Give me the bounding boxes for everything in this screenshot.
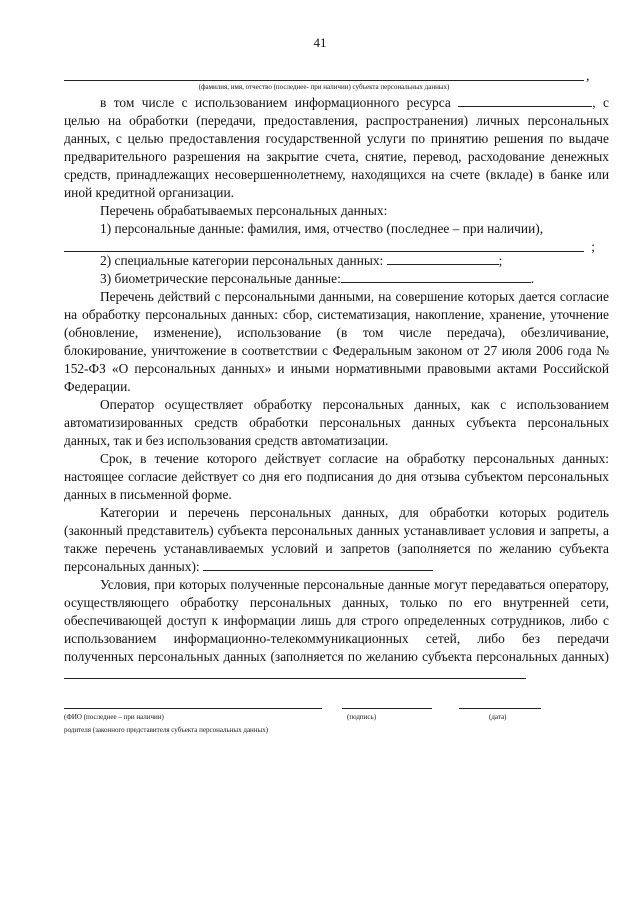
subject-name-comma: , bbox=[586, 69, 590, 84]
paragraph-term: Срок, в течение которого действует согласие на обработку персональных данных: настоящее согласие действует со дня его подписания до дня отзыва субъектом персональных данных в письменной форме. bbox=[64, 451, 609, 502]
paragraph-operator: Оператор осуществляет обработку персональных данных, как с использованием автоматизированных средств обработки персональных данных субъекта персональных данных, так и без использования средств автоматизации. bbox=[64, 397, 609, 448]
conditions-blank bbox=[64, 667, 526, 679]
paragraph-purpose bbox=[64, 94, 609, 202]
date-caption: (дата) bbox=[489, 713, 507, 721]
signature-caption: (подпись) bbox=[347, 713, 377, 721]
list-item-2-blank bbox=[387, 253, 499, 265]
info-resource-blank bbox=[458, 95, 592, 107]
purpose-text: с целью на обработки (передачи, предоставления, распространения) личных персональных данных, с целью предоставления государственной услуги по принятию решения по выдаче предварительного разрешения на закрытие счета, снятие, перевод, расходование денежных средств, принадлежащих несовершеннолетнему, находящихся на счете (вкладе) в банке или иной кредитной организации. bbox=[64, 95, 609, 200]
fio-caption-2: родителя (законного представителя субъекта персональных данных) bbox=[64, 726, 269, 734]
categories-blank bbox=[203, 559, 433, 571]
list-item-2 bbox=[64, 252, 609, 270]
list-item-3-text: 3) биометрические персональные данные: bbox=[100, 271, 341, 286]
list-item-2-end: ; bbox=[498, 253, 503, 268]
list-item-1-blank bbox=[64, 238, 584, 252]
document-body bbox=[64, 94, 609, 684]
list-item-3-blank bbox=[341, 271, 531, 283]
list-item-3-end: . bbox=[530, 271, 535, 286]
signature-line bbox=[342, 708, 432, 709]
info-resource-comma: , bbox=[592, 95, 596, 110]
paragraph-conditions bbox=[64, 576, 609, 684]
page-number: 41 bbox=[313, 35, 327, 50]
categories-text: Категории и перечень персональных данных, для обработки которых родитель (законный представитель) субъекта персональных данных устанавливает условия и запреты, а также перечень устанавливаемых условий и запретов (заполняется по желанию субъекта персональных данных): bbox=[64, 505, 609, 574]
date-line bbox=[459, 708, 541, 709]
subject-name-caption: (фамилия, имя, отчество (последнее- при наличии) субъекта персональных данных) bbox=[198, 83, 450, 91]
list-item-1-text: 1) персональные данные: фамилия, имя, отчество (последнее – при наличии), bbox=[100, 221, 544, 236]
list-item-3 bbox=[64, 270, 609, 288]
list-item-2-text: 2) специальные категории персональных данных: bbox=[100, 253, 384, 268]
paragraph-categories bbox=[64, 504, 609, 576]
list-title: Перечень обрабатываемых персональных данных: bbox=[100, 203, 388, 218]
list-item-1-end: ; bbox=[591, 239, 595, 254]
conditions-text: Условия, при которых полученные персональные данные могут передаваться оператору, осуществляющего обработку персональных данных, только по его внутренней сети, обеспечивающей доступ к информации лишь для строго определенных сотрудников, либо с использованием информационно-телекоммуникационных сетей, либо без передачи полученных персональных данных (заполняется по желанию субъекта персональных данных) bbox=[64, 577, 609, 664]
list-item-1 bbox=[64, 220, 609, 238]
list-item-1-blank-row bbox=[64, 238, 609, 252]
subject-name-line bbox=[64, 80, 584, 81]
fio-line bbox=[64, 708, 322, 709]
purpose-lead: в том числе с использованием информационного ресурса bbox=[100, 95, 451, 110]
fio-caption: (ФИО (последнее – при наличии) bbox=[64, 713, 164, 721]
paragraph-actions: Перечень действий с персональными данными, на совершение которых дается согласие на обработку персональных данных: сбор, систематизация, накопление, хранение, уточнение (обновление, изменение), использование (в том числе передача), обезличивание, блокирование, уничтожение в соответствии с Федеральным законом от 27 июля 2006 года № 152-ФЗ «О персональных данных» и иными нормативными правовыми актами Российской Федерации. bbox=[64, 289, 609, 394]
